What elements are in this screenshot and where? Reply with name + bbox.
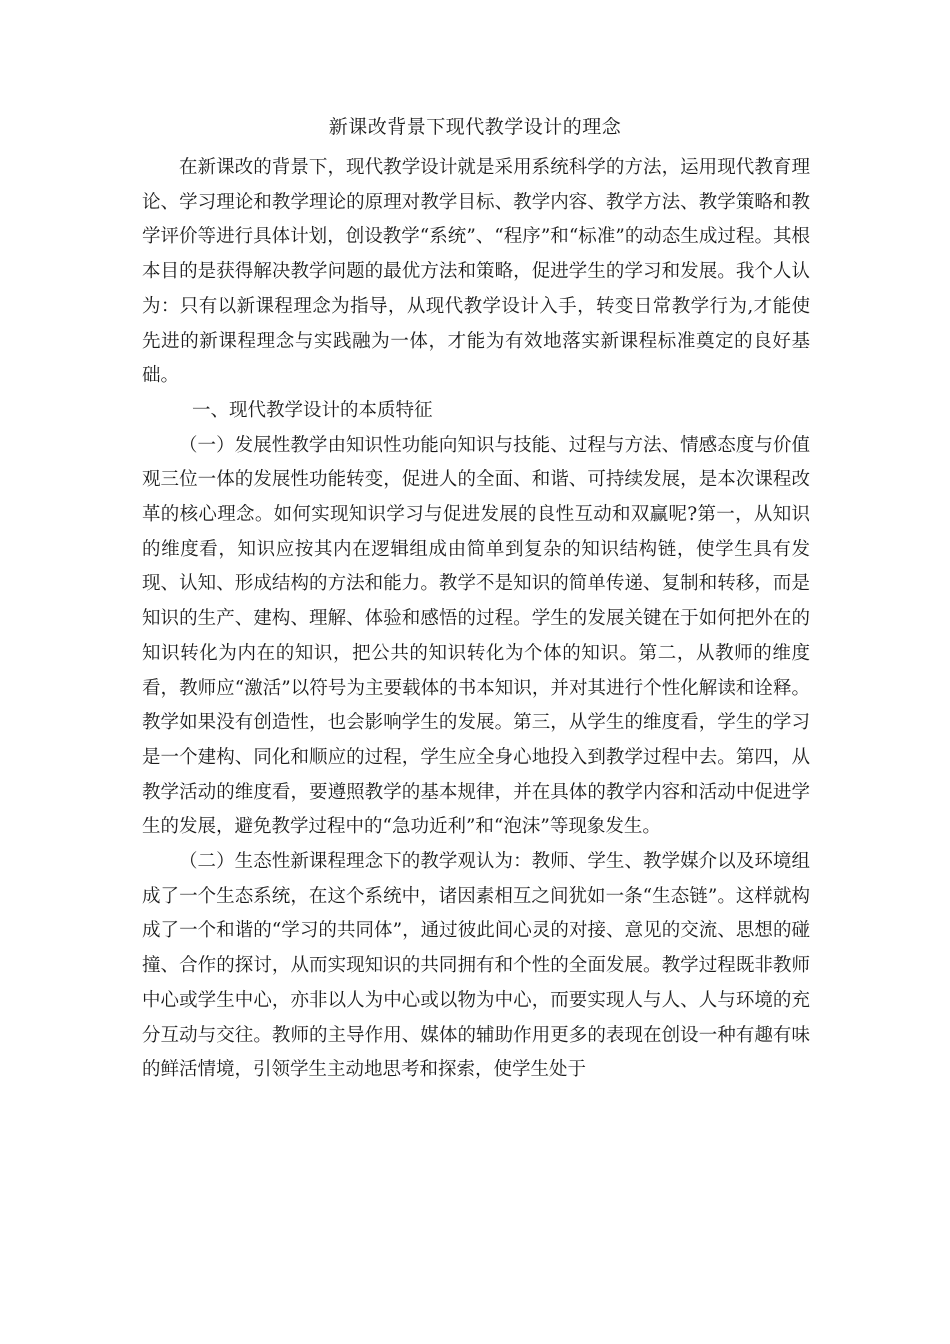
paragraph-developmental: （一）发展性教学由知识性功能向知识与技能、过程与方法、情感态度与价值观三位一体的发展性功能转变，促进人的全面、和谐、可持续发展，是本次课程改革的核心理念。如何实现知识学习与促进发展的良性互动和双赢呢?第一，从知识的维度看，知识应按其内在逻辑组成由简单到复杂的知识结构链，使学生具有发现、认知、形成结构的方法和能力。教学不是知识的简单传递、复制和转移，而是知识的生产、建构、理解、体验和感悟的过程。学生的发展关键在于如何把外在的知识转化为内在的知识，把公共的知识转化为个体的知识。第二，从教师的维度看，教师应“激活”以符号为主要载体的书本知识，并对其进行个性化解读和诠释。教学如果没有创造性，也会影响学生的发展。第三，从学生的维度看，学生的学习是一个建构、同化和顺应的过程，学生应全身心地投入到教学过程中去。第四，从教学活动的维度看，要遵照教学的基本规律，并在具体的教学内容和活动中促进学生的发展，避免教学过程中的“急功近利”和“泡沫”等现象发生。 <box>142 434 810 838</box>
paragraph-ecological: （二）生态性新课程理念下的教学观认为：教师、学生、教学媒介以及环境组成了一个生态系统，在这个系统中，诸因素相互之间犹如一条“生态链”。这样就构成了一个和谐的“学习的共同体”，通过彼此间心灵的对接、意见的交流、思想的碰撞、合作的探讨，从而实现知识的共同拥有和个性的全面发展。教学过程既非教师中心或学生中心，亦非以人为中心或以物为中心，而要实现人与人、人与环境的充分互动与交往。教师的主导作用、媒体的辅助作用更多的表现在创设一种有趣有味的鲜活情境，引领学生主动地思考和探索，使学生处于 <box>142 851 810 1081</box>
document-title: 新课改背景下现代教学设计的理念 <box>328 116 622 138</box>
paragraph-intro: 在新课改的背景下，现代教学设计就是采用系统科学的方法，运用现代教育理论、学习理论和教学理论的原理对教学目标、教学内容、教学方法、教学策略和教学评价等进行具体计划，创设教学“系统”、“程序”和“标准”的动态生成过程。其根本目的是获得解决教学问题的最优方法和策略，促进学生的学习和发展。我个人认为：只有以新课程理念为指导，从现代教学设计入手，转变日常教学行为,才能使先进的新课程理念与实践融为一体，才能为有效地落实新课程标准奠定的良好基础。 <box>142 157 810 387</box>
section-heading: 一、现代教学设计的本质特征 <box>191 399 433 421</box>
document-body <box>142 151 810 1088</box>
